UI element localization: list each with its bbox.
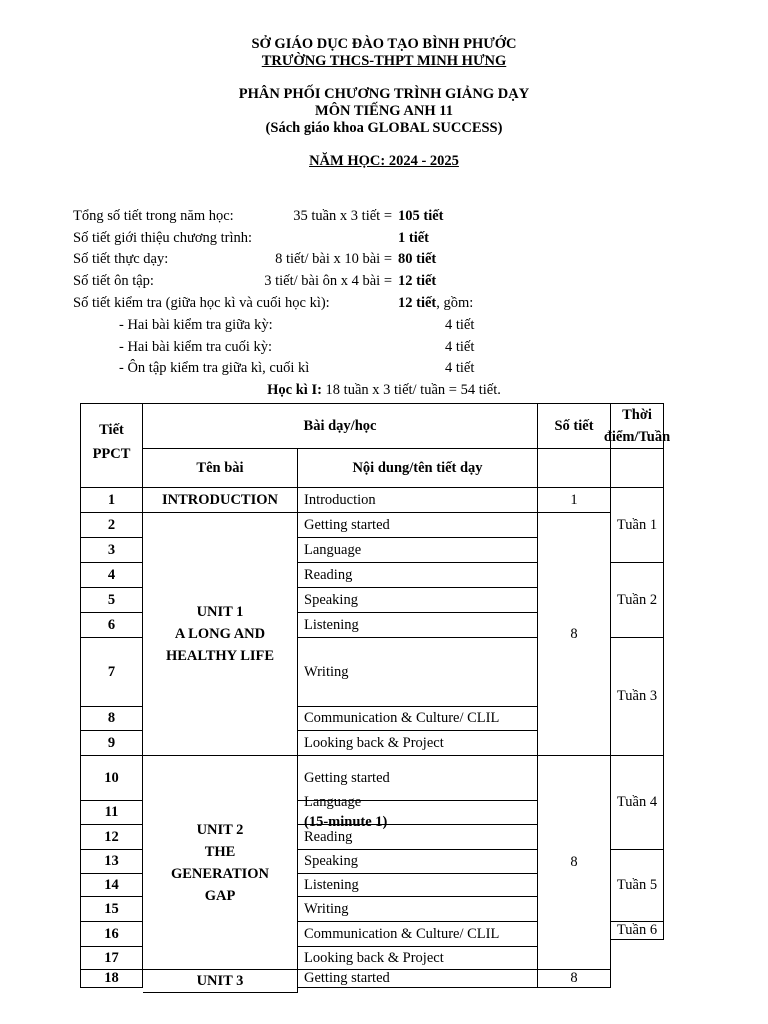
summary-review-row (0, 271, 768, 291)
period-number-label: 9 (107, 734, 116, 751)
unit-name (143, 513, 298, 756)
period-number (80, 825, 143, 850)
unit-name (143, 756, 298, 970)
lesson-content (298, 897, 538, 922)
lesson-content-label: Writing (304, 900, 349, 917)
period-number (80, 613, 143, 638)
summary-label: Tổng số tiết trong năm học: (73, 208, 234, 224)
period-number (80, 538, 143, 563)
header-count-blank (538, 449, 611, 488)
header-count (538, 403, 611, 449)
period-number (80, 638, 143, 707)
school-year: NĂM HỌC: 2024 - 2025 (309, 153, 459, 169)
summary-calc: 35 tuần x 3 tiết = (293, 208, 392, 224)
period-number (80, 874, 143, 897)
lesson-content-label: Communication & Culture/ CLIL (304, 925, 500, 942)
header-lesson-name (143, 449, 298, 488)
header-lesson-name-label: Tên bài (196, 459, 244, 476)
summary-sub-label: - Hai bài kiểm tra giữa kỳ: (119, 317, 273, 333)
summary-sub-label: - Hai bài kiểm tra cuối kỳ: (119, 339, 273, 355)
week-label: Tuần 2 (616, 591, 658, 608)
unit-name-line: UNIT 2 (196, 821, 244, 838)
semester-label: Học kì I: (267, 382, 322, 398)
summary-suffix: , gồm: (436, 295, 474, 311)
lesson-content (298, 588, 538, 613)
period-number-label: 4 (107, 566, 116, 583)
summary-sub-value: 4 tiết (445, 317, 475, 333)
period-number-label: 3 (107, 541, 116, 558)
lesson-content (298, 638, 538, 707)
unit-name-lines (197, 970, 244, 992)
semester-line (0, 381, 768, 399)
summary-value: 105 tiết (398, 208, 444, 224)
summary-label: Số tiết giới thiệu chương trình: (73, 230, 253, 246)
summary-label: Số tiết thực dạy: (73, 251, 169, 267)
summary-sub-value: 4 tiết (445, 339, 475, 355)
week-cell (611, 638, 664, 756)
period-number-label: 6 (107, 616, 116, 633)
period-number-label: 8 (107, 710, 116, 726)
period-count-label: 8 (570, 970, 578, 986)
summary-value: 1 tiết (398, 230, 429, 246)
summary-test-row (0, 293, 768, 313)
period-count-label: 8 (570, 854, 578, 870)
header-count-label: Số tiết (554, 417, 594, 434)
period-number (80, 488, 143, 513)
summary-sub-row (0, 337, 768, 357)
period-number-label: 12 (104, 828, 119, 845)
period-count (538, 970, 611, 988)
unit-name-line: HEALTHY LIFE (165, 648, 275, 664)
summary-calc: 3 tiết/ bài ôn x 4 bài = (264, 273, 392, 289)
header-time-label: Thời điểm/Tuần (603, 407, 671, 445)
lesson-content-label: Speaking (304, 591, 358, 608)
header-lesson-label: Bài dạy/học (303, 417, 377, 434)
week-cell (611, 563, 664, 638)
week-cell (611, 850, 664, 922)
unit-name-line: THE (204, 843, 236, 860)
period-number (80, 850, 143, 874)
lesson-content (298, 488, 538, 513)
header-period-label: Tiết PPCT (92, 421, 131, 462)
lesson-content-label: Language (304, 541, 362, 558)
period-number (80, 588, 143, 613)
period-number (80, 897, 143, 922)
lesson-content-label: Looking back & Project (304, 734, 444, 751)
lesson-content (298, 850, 538, 874)
week-cell (611, 488, 664, 563)
school-name: TRƯỜNG THCS-THPT MINH HƯNG (261, 53, 507, 69)
lesson-content (298, 874, 538, 897)
period-number-label: 16 (104, 925, 119, 942)
summary-teach-row (0, 249, 768, 269)
week-label: Tuần 1 (616, 516, 658, 533)
summary-sub-row (0, 315, 768, 335)
summary-total-row (0, 206, 768, 226)
summary-value: 12 tiết (398, 273, 437, 289)
unit-name-line: INTRODUCTION (161, 492, 278, 508)
unit-name-lines (162, 489, 278, 511)
summary-sub-row (0, 358, 768, 378)
week-label: Tuần 3 (616, 688, 658, 704)
period-number-label: 18 (104, 970, 119, 986)
period-number-label: 17 (104, 949, 119, 966)
period-number (80, 801, 143, 825)
lesson-content (298, 922, 538, 947)
week-cell (611, 756, 664, 850)
summary-value: 80 tiết (398, 251, 437, 267)
lesson-content (298, 538, 538, 563)
period-number-label: 15 (104, 900, 119, 917)
period-number (80, 731, 143, 756)
summary-sub-label: - Ôn tập kiểm tra giữa kì, cuối kì (119, 360, 310, 376)
lesson-content-label: Language (304, 794, 362, 810)
period-number (80, 922, 143, 947)
lesson-content (298, 794, 538, 830)
period-count (538, 488, 611, 513)
lesson-content-label: Introduction (304, 491, 376, 508)
lesson-content (298, 707, 538, 731)
week-label: Tuần 4 (616, 794, 658, 810)
lesson-content-label: Reading (304, 828, 353, 845)
summary-sub-value: 4 tiết (445, 360, 475, 376)
lesson-content (298, 513, 538, 538)
week-label: Tuần 5 (616, 877, 658, 893)
unit-name-line: UNIT 3 (196, 973, 244, 989)
document-title: PHÂN PHỐI CHƯƠNG TRÌNH GIẢNG DẠY (238, 86, 530, 102)
period-number (80, 947, 143, 970)
header-time-blank (611, 449, 664, 488)
summary-label: Số tiết kiểm tra (giữa học kì và cuối học kì): (73, 295, 330, 311)
header-period (80, 403, 143, 488)
summary-intro-row (0, 228, 768, 248)
lesson-content-label: Getting started (304, 516, 390, 533)
period-count (538, 513, 611, 756)
week-label: Tuần 6 (616, 922, 658, 938)
period-number (80, 970, 143, 988)
department-name: SỞ GIÁO DỤC ĐÀO TẠO BÌNH PHƯỚC (251, 36, 517, 52)
week-cell (611, 922, 664, 940)
lesson-content-label: Listening (304, 616, 359, 633)
unit-name-line: UNIT 1 (196, 604, 244, 620)
lesson-content-label: Writing (304, 663, 349, 680)
semester-text: 18 tuần x 3 tiết/ tuần = 54 tiết. (321, 382, 501, 398)
period-number-label: 2 (107, 516, 116, 533)
book-title: (Sách giáo khoa GLOBAL SUCCESS) (265, 120, 503, 136)
period-count-label: 8 (570, 625, 578, 642)
header-content (298, 449, 538, 488)
period-count (538, 756, 611, 970)
period-number-label: 5 (107, 591, 116, 608)
unit-name-line: GENERATION (170, 865, 270, 882)
subject-title: MÔN TIẾNG ANH 11 (315, 103, 453, 119)
unit-name-lines (166, 601, 274, 667)
lesson-content (298, 970, 538, 988)
lesson-content-label: Getting started (304, 970, 390, 986)
period-number-label: 10 (104, 769, 119, 786)
lesson-content-label: Communication & Culture/ CLIL (304, 710, 500, 726)
summary-value: 12 tiết (398, 295, 437, 311)
lesson-content (298, 947, 538, 970)
lesson-content (298, 731, 538, 756)
unit-name-lines (171, 819, 269, 907)
lesson-content-label: Reading (304, 566, 353, 583)
period-number (80, 513, 143, 538)
lesson-content-label: Listening (304, 876, 359, 893)
lesson-content (298, 613, 538, 638)
lesson-content-label: Speaking (304, 853, 358, 869)
period-number (80, 756, 143, 801)
summary-calc: 8 tiết/ bài x 10 bài = (275, 251, 392, 267)
period-number-label: 13 (104, 853, 119, 869)
period-number-label: 14 (104, 876, 119, 893)
period-number (80, 563, 143, 588)
period-number-label: 7 (107, 663, 116, 680)
lesson-content (298, 825, 538, 850)
summary-value-group (398, 293, 473, 313)
header-content-label: Nội dung/tên tiết dạy (352, 459, 483, 476)
unit-name (143, 970, 298, 993)
unit-name-line: A LONG AND (174, 626, 266, 642)
header-time (603, 403, 671, 449)
period-count-label: 1 (570, 491, 578, 508)
period-number-label: 1 (107, 491, 116, 508)
lesson-note-label: (15-minute 1) (304, 814, 388, 830)
period-number-label: 11 (104, 804, 119, 820)
unit-name-line: GAP (204, 887, 236, 904)
lesson-content-label: Getting started (304, 769, 390, 786)
lesson-content-label: Looking back & Project (304, 949, 444, 966)
period-number (80, 707, 143, 731)
summary-label: Số tiết ôn tập: (73, 273, 154, 289)
unit-name (143, 488, 298, 513)
header-lesson (143, 403, 538, 449)
lesson-content (298, 563, 538, 588)
